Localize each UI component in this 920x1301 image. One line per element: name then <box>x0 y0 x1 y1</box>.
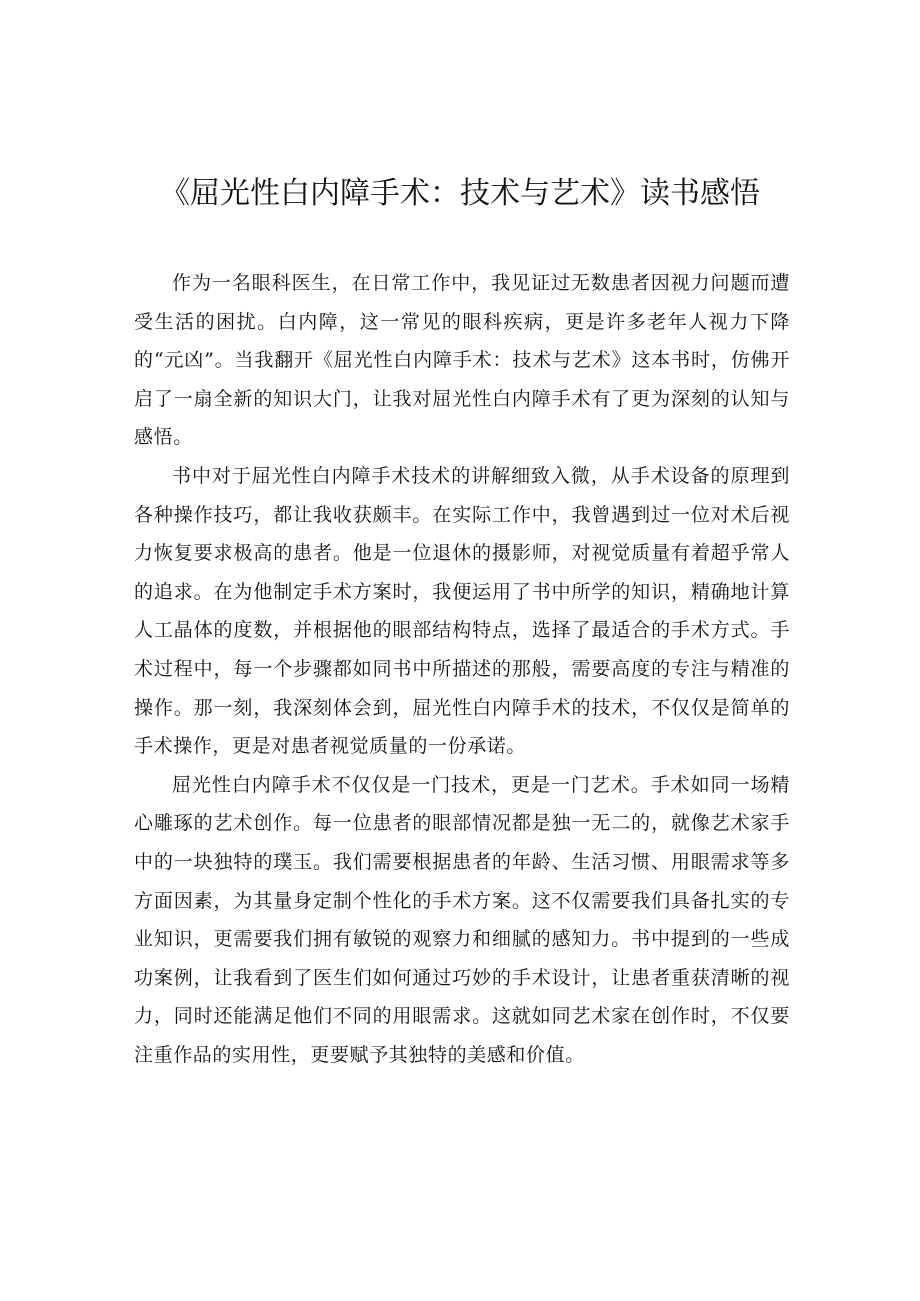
document-body <box>134 264 790 1074</box>
paragraph-3: 屈光性白内障手术不仅仅是一门技术，更是一门艺术。手术如同一场精心雕琢的艺术创作。每一位患者的眼部情况都是独一无二的，就像艺术家手中的一块独特的璞玉。我们需要根据患者的年龄、生活习惯、用眼需求等多方面因素，为其量身定制个性化的手术方案。这不仅需要我们具备扎实的专业知识，更需要我们拥有敏锐的观察力和细腻的感知力。书中提到的一些成功案例，让我看到了医生们如何通过巧妙的手术设计，让患者重获清晰的视力，同时还能满足他们不同的用眼需求。这就如同艺术家在创作时，不仅要注重作品的实用性，更要赋予其独特的美感和价值。 <box>134 773 790 1066</box>
paragraph-2: 书中对于屈光性白内障手术技术的讲解细致入微，从手术设备的原理到各种操作技巧，都让我收获颇丰。在实际工作中，我曾遇到过一位对术后视力恢复要求极高的患者。他是一位退休的摄影师，对视觉质量有着超乎常人的追求。在为他制定手术方案时，我便运用了书中所学的知识，精确地计算人工晶体的度数，并根据他的眼部结构特点，选择了最适合的手术方式。手术过程中，每一个步骤都如同书中所描述的那般，需要高度的专注与精准的操作。那一刻，我深刻体会到，屈光性白内障手术的技术，不仅仅是简单的手术操作，更是对患者视觉质量的一份承诺。 <box>134 464 790 758</box>
document-title: 《屈光性白内障手术：技术与艺术》读书感悟 <box>160 176 760 211</box>
paragraph-1: 作为一名眼科医生，在日常工作中，我见证过无数患者因视力问题而遭受生活的困扰。白内障，这一常见的眼科疾病，更是许多老年人视力下降的“元凶”。当我翻开《屈光性白内障手术：技术与艺术》这本书时，仿佛开启了一扇全新的知识大门，让我对屈光性白内障手术有了更为深刻的认知与感悟。 <box>134 272 790 449</box>
